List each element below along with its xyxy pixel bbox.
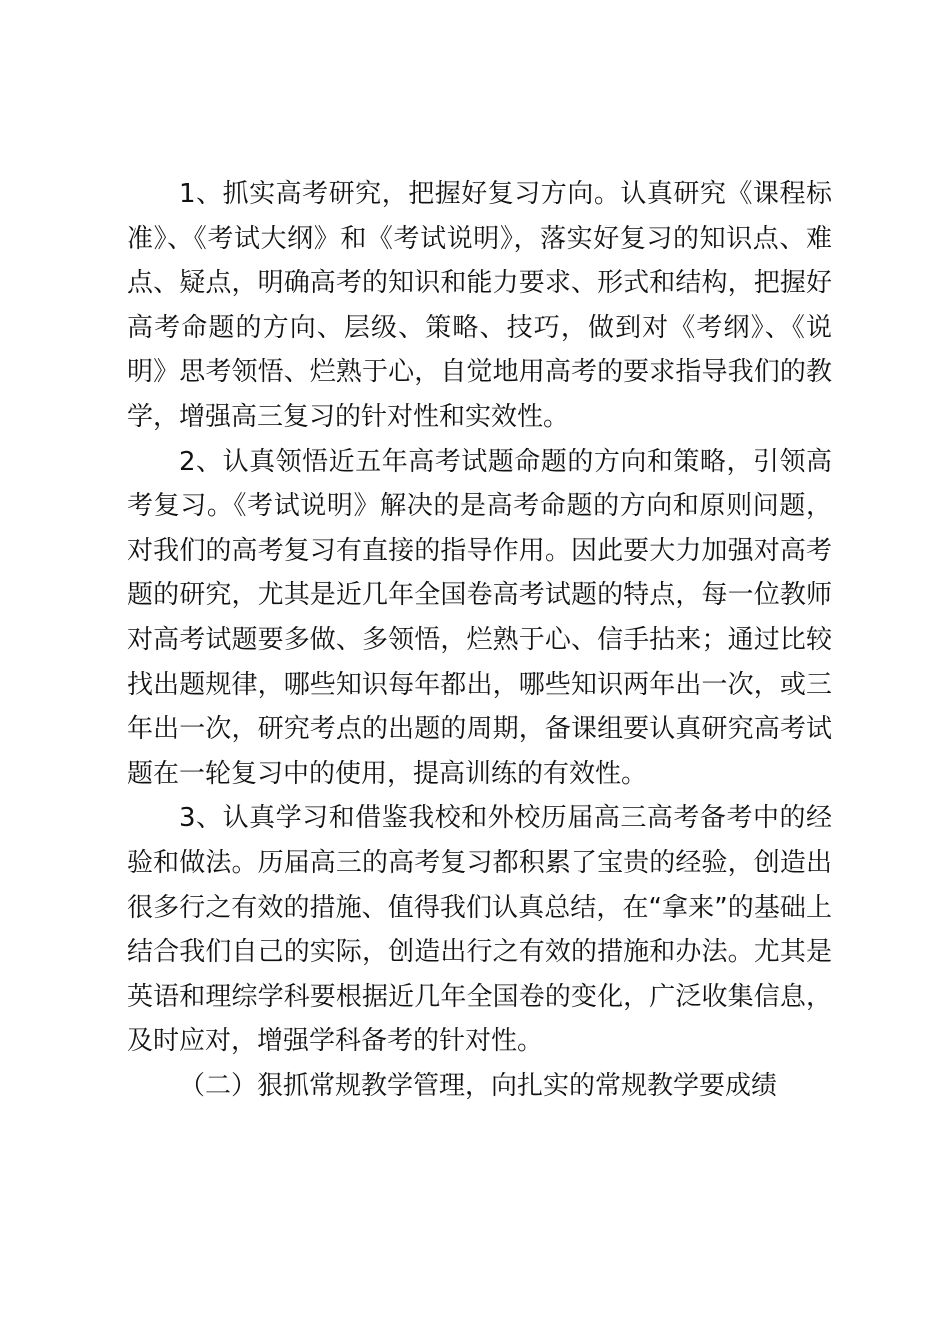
document-body	[127, 172, 832, 1108]
section-heading: （二）狠抓常规教学管理，向扎实的常规教学要成绩	[179, 1070, 778, 1101]
paragraph-3: 3、认真学习和借鉴我校和外校历届高三高考备考中的经验和做法。历届高三的高考复习都积累了宝贵的经验，创造出很多行之有效的措施、值得我们认真总结，在“拿来”的基础上结合我们自己的实际，创造出行之有效的措施和办法。尤其是英语和理综学科要根据近几年全国卷的变化，广泛收集信息，及时应对，增强学科备考的针对性。	[127, 803, 832, 1057]
paragraph-2: 2、认真领悟近五年高考试题命题的方向和策略，引领高考复习。《考试说明》解决的是高考命题的方向和原则问题，对我们的高考复习有直接的指导作用。因此要大力加强对高考题的研究，尤其是近几年全国卷高考试题的特点，每一位教师对高考试题要多做、多领悟，烂熟于心、信手拈来；通过比较找出题规律，哪些知识每年都出，哪些知识两年出一次，或三年出一次，研究考点的出题的周期，备课组要认真研究高考试题在一轮复习中的使用，提高训练的有效性。	[127, 446, 832, 789]
paragraph-1: 1、抓实高考研究，把握好复习方向。认真研究《课程标准》、《考试大纲》和《考试说明》，落实好复习的知识点、难点、疑点，明确高考的知识和能力要求、形式和结构，把握好高考命题的方向、层级、策略、技巧，做到对《考纲》、《说明》思考领悟、烂熟于心，自觉地用高考的要求指导我们的教学，增强高三复习的针对性和实效性。	[127, 179, 832, 432]
